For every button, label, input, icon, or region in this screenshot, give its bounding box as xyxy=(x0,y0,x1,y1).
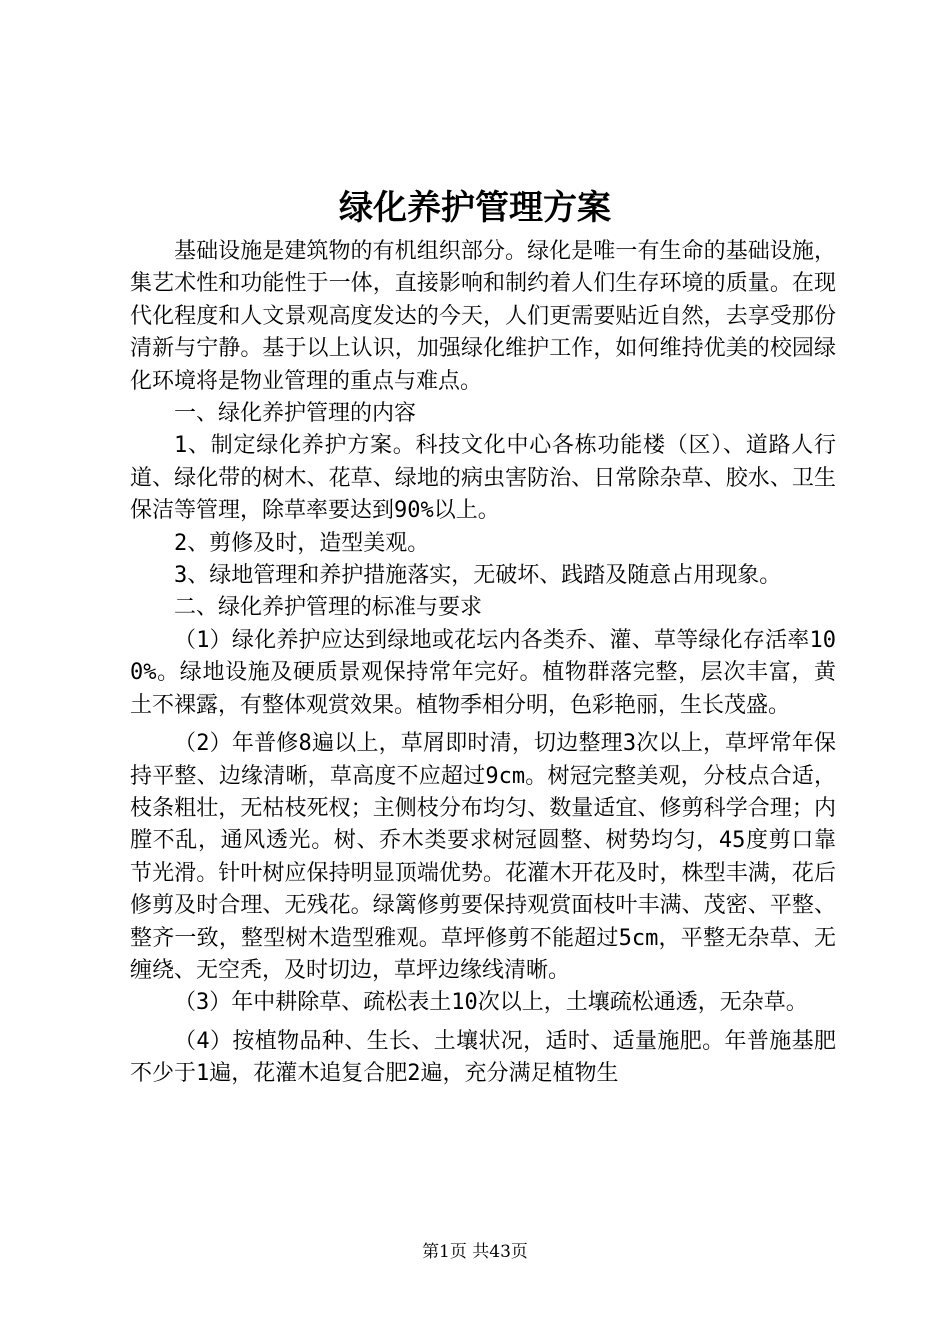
section-heading-1: 一、绿化养护管理的内容 xyxy=(174,401,417,427)
page-footer: 第1页 共43页 xyxy=(422,1242,528,1262)
paragraph-intro: 基础设施是建筑物的有机组织部分。绿化是唯一有生命的基础设施，集艺术性和功能性于一体，直接影响和制约着人们生存环境的质量。在现代化程度和人文景观高度发达的今天，人们更需要贴近自然，去享受那份清新与宁静。基于以上认识，加强绿化维护工作，如何维持优美的校园绿化环境将是物业管理的重点与难点。 xyxy=(130,239,836,394)
document-title: 绿化养护管理方案 xyxy=(339,188,611,228)
paragraph-standard-3: （3）年中耕除草、疏松表土10次以上，土壤疏松通透，无杂草。 xyxy=(174,990,808,1016)
paragraph-standard-4: （4）按植物品种、生长、土壤状况，适时、适量施肥。年普施基肥不少于1遍，花灌木追复合肥2遍，充分满足植物生 xyxy=(130,1028,836,1087)
paragraph-item-3: 3、绿地管理和养护措施落实，无破坏、践踏及随意占用现象。 xyxy=(174,563,782,589)
paragraph-standard-1: （1）绿化养护应达到绿地或花坛内各类乔、灌、草等绿化存活率100%。绿地设施及硬质景观保持常年完好。植物群落完整，层次丰富，黄土不裸露，有整体观赏效果。植物季相分明，色彩艳丽，生长茂盛。 xyxy=(130,627,836,718)
paragraph-standard-2: （2）年普修8遍以上，草屑即时清，切边整理3次以上，草坪常年保持平整、边缘清晰，草高度不应超过9cm。树冠完整美观，分枝点合适，枝条粗壮，无枯枝死杈；主侧枝分布均匀、数量适宜、修剪科学合理；内膛不乱，通风透光。树、乔木类要求树冠圆整、树势均匀，45度剪口靠节光滑。针叶树应保持明显顶端优势。花灌木开花及时，株型丰满，花后修剪及时合理、无残花。绿篱修剪要保持观赏面枝叶丰满、茂密、平整、整齐一致，整型树木造型雅观。草坪修剪不能超过5cm，平整无杂草、无缠绕、无空秃，及时切边，草坪边缘线清晰。 xyxy=(130,731,836,983)
section-heading-2: 二、绿化养护管理的标准与要求 xyxy=(174,595,483,621)
paragraph-item-2: 2、剪修及时，造型美观。 xyxy=(174,530,430,556)
paragraph-item-1: 1、制定绿化养护方案。科技文化中心各栋功能楼（区）、道路人行道、绿化带的树木、花草、绿地的病虫害防治、日常除杂草、胶水、卫生保洁等管理，除草率要达到90%以上。 xyxy=(130,433,836,524)
document-body xyxy=(130,236,836,1091)
